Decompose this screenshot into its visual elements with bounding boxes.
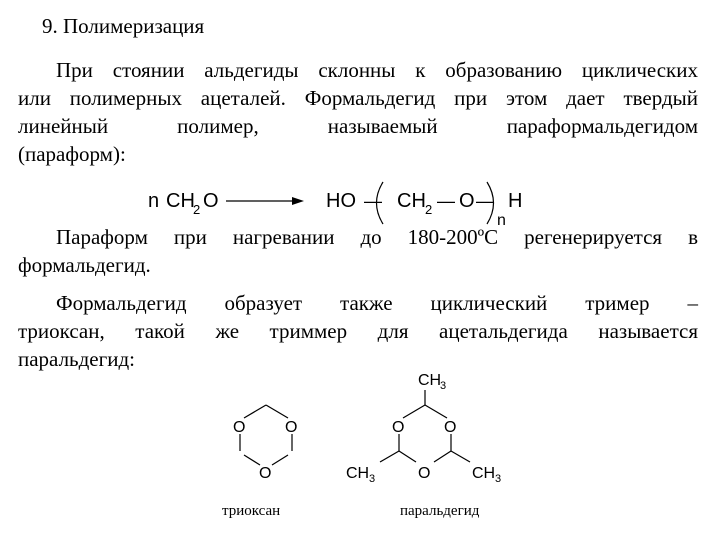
- regeneration-paragraph: [18, 223, 698, 279]
- polymerization-equation: [0, 170, 720, 230]
- trimer-paragraph: [18, 289, 698, 373]
- product-ho: HO: [326, 190, 356, 212]
- section-heading: 9. Полимеризация: [42, 14, 205, 38]
- product-o: O: [459, 190, 475, 212]
- intro-paragraph: [18, 56, 698, 168]
- ch3-left-sub: 3: [369, 473, 376, 485]
- text-line: формальдегид.: [18, 253, 151, 277]
- text-line: линейный полимер, называемый параформальдегидом: [18, 114, 698, 138]
- reactant-count: n: [148, 190, 160, 212]
- product-h: H: [508, 190, 523, 212]
- trioxane-caption: триоксан: [222, 503, 281, 519]
- product-dash-2: —: [476, 191, 494, 211]
- ch3-right: CH: [472, 465, 496, 482]
- paraldehyde-o-bottom: O: [418, 465, 431, 482]
- paraldehyde-o-left: O: [392, 419, 405, 436]
- text-line: При стоянии альдегиды склонны к образованию циклических: [56, 58, 698, 82]
- paraldehyde-structure: [0, 365, 720, 540]
- trioxane-o-left: O: [233, 419, 246, 436]
- reactant-subscript: 2: [193, 202, 201, 217]
- ch3-left: CH: [346, 465, 370, 482]
- trioxane-o-bottom: O: [259, 465, 272, 482]
- ch3-top: CH: [418, 372, 442, 389]
- product-subscript: 2: [425, 202, 433, 217]
- text-line: (параформ):: [18, 142, 126, 166]
- paraldehyde-o-right: O: [444, 419, 457, 436]
- trioxane-o-right: O: [285, 419, 298, 436]
- ch3-top-sub: 3: [440, 380, 447, 392]
- text-line: Формальдегид образует также циклический тример –: [56, 291, 698, 315]
- product-dash-1: —: [437, 191, 455, 211]
- reactant-ch: CH: [166, 190, 195, 212]
- text-line: триоксан, такой же триммер для ацетальдегида называется: [18, 319, 698, 343]
- product-index: n: [497, 212, 506, 229]
- reaction-arrow-head: [292, 197, 304, 205]
- text-line: Параформ при нагревании до 180-200ºС регенерируется в: [56, 225, 698, 249]
- product-ch: CH: [397, 190, 426, 212]
- text-line: паральдегид:: [18, 347, 135, 371]
- paraldehyde-caption: паральдегид: [400, 503, 480, 519]
- product-dash-start: —: [364, 191, 382, 211]
- text-line: или полимерных ацеталей. Формальдегид при этом дает твердый: [18, 86, 698, 110]
- reactant-o: O: [203, 190, 219, 212]
- ch3-right-sub: 3: [495, 473, 502, 485]
